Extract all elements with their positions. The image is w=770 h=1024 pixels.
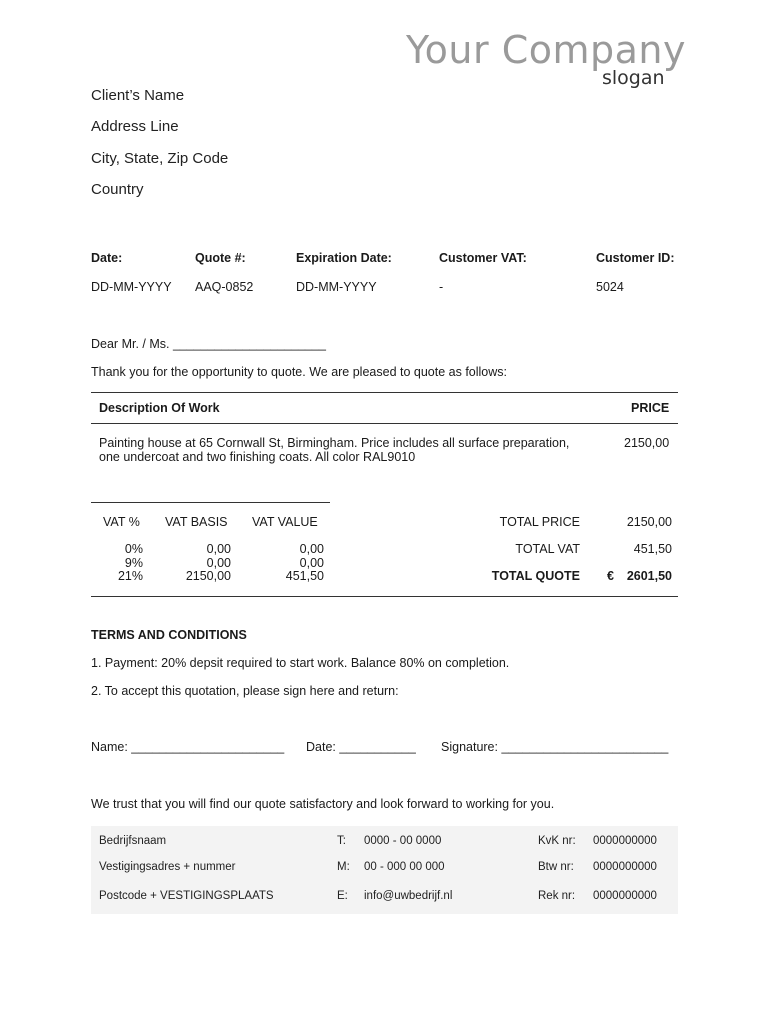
customer-id-header: Customer ID:	[596, 251, 675, 265]
signature-field[interactable]: Signature: ________________________	[441, 740, 669, 754]
total-quote-label: TOTAL QUOTE	[491, 569, 580, 583]
vat-value-2: 451,50	[285, 569, 324, 583]
table-top-rule	[91, 392, 678, 393]
company-name: Your Company	[406, 28, 686, 72]
footer-address: Vestigingsadres + nummer	[99, 861, 236, 873]
footer-company-name: Bedrijfsnaam	[99, 835, 167, 847]
vat-basis-0: 0,00	[206, 542, 231, 556]
footer-phone-value: 0000 - 00 0000	[364, 835, 442, 847]
closing-text: We trust that you will find our quote satisfactory and look forward to working for you.	[91, 797, 555, 811]
expiration-date-value: DD-MM-YYYY	[296, 280, 377, 294]
client-address: Address Line	[91, 118, 179, 135]
vat-value-1: 0,00	[299, 556, 324, 570]
customer-vat-value: -	[439, 280, 444, 294]
footer-kvk-value: 0000000000	[593, 835, 657, 847]
quote-number-value: AAQ-0852	[195, 280, 254, 294]
footer-btw-value: 0000000000	[593, 861, 657, 873]
footer-btw-label: Btw nr:	[538, 861, 574, 873]
vat-pct-2: 21%	[117, 569, 143, 583]
customer-id-value: 5024	[596, 280, 624, 294]
table-header-rule	[91, 423, 678, 424]
vat-basis-1: 0,00	[206, 556, 231, 570]
company-slogan: slogan	[602, 67, 665, 89]
quote-number-header: Quote #:	[195, 251, 246, 265]
sign-date-field[interactable]: Date: ___________	[306, 740, 416, 754]
total-price-value: 2150,00	[626, 515, 672, 529]
footer-rek-label: Rek nr:	[538, 890, 576, 902]
footer-email-label: E:	[337, 890, 348, 902]
work-description-line2: one undercoat and two finishing coats. All color RAL9010	[99, 450, 416, 464]
vat-basis-2: 2150,00	[185, 569, 231, 583]
total-price-label: TOTAL PRICE	[499, 515, 580, 529]
total-quote-value: 2601,50	[626, 569, 672, 583]
footer-mobile-value: 00 - 000 00 000	[364, 861, 445, 873]
vat-basis-header: VAT BASIS	[165, 515, 228, 529]
customer-vat-header: Customer VAT:	[439, 251, 527, 265]
total-vat-label: TOTAL VAT	[515, 542, 580, 556]
client-city: City, State, Zip Code	[91, 150, 229, 167]
vat-rule	[91, 502, 330, 503]
footer-kvk-label: KvK nr:	[538, 835, 576, 847]
terms-title: TERMS AND CONDITIONS	[91, 628, 247, 642]
description-header: Description Of Work	[99, 401, 220, 415]
footer-phone-label: T:	[337, 835, 346, 847]
price-header: PRICE	[631, 401, 670, 415]
footer-mobile-label: M:	[337, 861, 350, 873]
currency-symbol: €	[607, 569, 614, 583]
greeting: Dear Mr. / Ms. ______________________	[91, 337, 326, 351]
intro-text: Thank you for the opportunity to quote. We are pleased to quote as follows:	[91, 365, 507, 379]
company-footer	[91, 826, 678, 914]
work-price: 2150,00	[624, 436, 670, 450]
expiration-date-header: Expiration Date:	[296, 251, 392, 265]
client-country: Country	[91, 181, 144, 198]
footer-email-value[interactable]: info@uwbedrijf.nl	[364, 890, 453, 902]
sign-name-field[interactable]: Name: ______________________	[91, 740, 285, 754]
vat-value-header: VAT VALUE	[252, 515, 318, 529]
vat-pct-1: 9%	[124, 556, 143, 570]
terms-item-2: 2. To accept this quotation, please sign here and return:	[91, 684, 399, 698]
date-value: DD-MM-YYYY	[91, 280, 172, 294]
date-header: Date:	[91, 251, 123, 265]
vat-value-0: 0,00	[299, 542, 324, 556]
footer-postcode: Postcode + VESTIGINGSPLAATS	[99, 890, 274, 902]
client-name: Client’s Name	[91, 87, 185, 104]
total-vat-value: 451,50	[633, 542, 672, 556]
work-description-line1: Painting house at 65 Cornwall St, Birmingham. Price includes all surface preparation,	[99, 436, 570, 450]
vat-pct-0: 0%	[124, 542, 143, 556]
vat-pct-header: VAT %	[103, 515, 140, 529]
terms-item-1: 1. Payment: 20% depsit required to start work. Balance 80% on completion.	[91, 656, 510, 670]
footer-rek-value: 0000000000	[593, 890, 657, 902]
totals-bottom-rule	[91, 596, 678, 597]
